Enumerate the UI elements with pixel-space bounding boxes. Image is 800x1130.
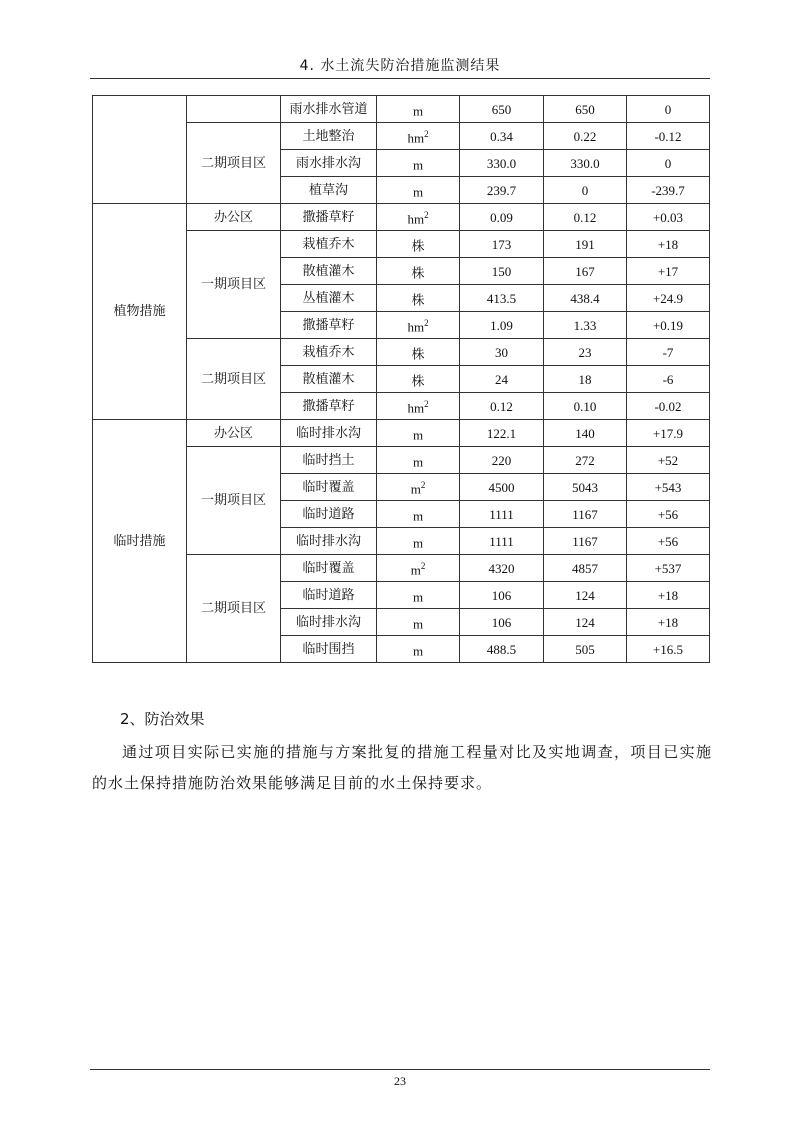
planned-cell: 330.0 <box>460 150 544 177</box>
actual-cell: 650 <box>544 96 627 123</box>
difference-cell: +18 <box>627 582 710 609</box>
footer-divider <box>90 1069 710 1070</box>
measure-cell: 散植灌木 <box>281 258 377 285</box>
area-cell: 一期项目区 <box>187 231 281 339</box>
difference-cell: -0.02 <box>627 393 710 420</box>
unit-text: m <box>410 562 421 578</box>
unit-cell <box>377 528 460 555</box>
unit-cell <box>377 150 460 177</box>
measure-cell: 散植灌木 <box>281 366 377 393</box>
unit-text: m <box>412 643 424 659</box>
measure-cell: 临时排水沟 <box>281 528 377 555</box>
unit-cell <box>377 123 460 150</box>
unit-cell <box>377 339 460 366</box>
table-row <box>93 204 710 231</box>
difference-cell: +52 <box>627 447 710 474</box>
measure-cell: 丛植灌木 <box>281 285 377 312</box>
unit-cell <box>377 258 460 285</box>
unit-cell <box>377 420 460 447</box>
running-header-title: 4. 水土流失防治措施监测结果 <box>299 58 501 74</box>
planned-cell: 1.09 <box>460 312 544 339</box>
planned-cell: 0.34 <box>460 123 544 150</box>
actual-cell: 1.33 <box>544 312 627 339</box>
unit-cell <box>377 555 460 582</box>
unit-text: 株 <box>411 238 425 254</box>
unit-cell <box>377 474 460 501</box>
unit-superscript: 2 <box>420 479 426 490</box>
page-number: 23 <box>394 1074 406 1088</box>
planned-cell: 0.09 <box>460 204 544 231</box>
unit-cell <box>377 96 460 123</box>
actual-cell: 140 <box>544 420 627 447</box>
unit-text: m <box>412 535 424 551</box>
unit-text: m <box>412 616 424 632</box>
table-row <box>93 96 710 123</box>
planned-cell: 4320 <box>460 555 544 582</box>
unit-text: m <box>412 103 424 119</box>
planned-cell: 220 <box>460 447 544 474</box>
area-cell: 办公区 <box>187 420 281 447</box>
category-cell: 植物措施 <box>93 204 187 420</box>
actual-cell: 124 <box>544 582 627 609</box>
measure-cell: 土地整治 <box>281 123 377 150</box>
planned-cell: 488.5 <box>460 636 544 663</box>
actual-cell: 23 <box>544 339 627 366</box>
measure-cell: 临时覆盖 <box>281 474 377 501</box>
planned-cell: 650 <box>460 96 544 123</box>
difference-cell: +0.03 <box>627 204 710 231</box>
actual-cell: 0.10 <box>544 393 627 420</box>
unit-text: hm <box>407 319 425 335</box>
measure-cell: 雨水排水沟 <box>281 150 377 177</box>
unit-superscript: 2 <box>424 317 429 328</box>
difference-cell: 0 <box>627 96 710 123</box>
area-cell: 二期项目区 <box>187 555 281 663</box>
actual-cell: 0 <box>544 177 627 204</box>
unit-text: hm <box>407 400 425 416</box>
unit-cell <box>377 501 460 528</box>
category-cell: 临时措施 <box>93 420 187 663</box>
measure-cell: 临时挡土 <box>281 447 377 474</box>
unit-cell <box>377 393 460 420</box>
planned-cell: 122.1 <box>460 420 544 447</box>
planned-cell: 150 <box>460 258 544 285</box>
header-divider <box>90 78 710 79</box>
measure-cell: 临时覆盖 <box>281 555 377 582</box>
measure-cell: 雨水排水管道 <box>281 96 377 123</box>
actual-cell: 438.4 <box>544 285 627 312</box>
area-cell: 二期项目区 <box>187 339 281 420</box>
unit-text: 株 <box>411 346 425 362</box>
actual-cell: 167 <box>544 258 627 285</box>
actual-cell: 505 <box>544 636 627 663</box>
measure-cell: 临时道路 <box>281 582 377 609</box>
unit-text: 株 <box>411 265 425 281</box>
planned-cell: 30 <box>460 339 544 366</box>
unit-text: m <box>412 454 424 470</box>
measure-cell: 撒播草籽 <box>281 204 377 231</box>
measure-cell: 临时排水沟 <box>281 420 377 447</box>
difference-cell: +56 <box>627 528 710 555</box>
table-row <box>93 420 710 447</box>
planned-cell: 1111 <box>460 501 544 528</box>
measure-cell: 临时围挡 <box>281 636 377 663</box>
actual-cell: 0.22 <box>544 123 627 150</box>
planned-cell: 1111 <box>460 528 544 555</box>
actual-cell: 4857 <box>544 555 627 582</box>
measure-cell: 栽植乔木 <box>281 339 377 366</box>
actual-cell: 272 <box>544 447 627 474</box>
unit-cell <box>377 582 460 609</box>
unit-superscript: 2 <box>424 398 429 409</box>
difference-cell: +18 <box>627 609 710 636</box>
section-heading: 2、防治效果 <box>120 710 205 728</box>
actual-cell: 18 <box>544 366 627 393</box>
difference-cell: +18 <box>627 231 710 258</box>
unit-cell <box>377 636 460 663</box>
area-cell: 办公区 <box>187 204 281 231</box>
measure-cell: 栽植乔木 <box>281 231 377 258</box>
planned-cell: 106 <box>460 582 544 609</box>
measure-cell: 撒播草籽 <box>281 393 377 420</box>
unit-text: m <box>412 508 424 524</box>
unit-text: m <box>412 184 424 200</box>
difference-cell: 0 <box>627 150 710 177</box>
unit-superscript: 2 <box>424 209 429 220</box>
actual-cell: 330.0 <box>544 150 627 177</box>
difference-cell: -6 <box>627 366 710 393</box>
unit-text: m <box>412 589 424 605</box>
unit-cell <box>377 231 460 258</box>
difference-cell: +537 <box>627 555 710 582</box>
actual-cell: 0.12 <box>544 204 627 231</box>
planned-cell: 239.7 <box>460 177 544 204</box>
unit-cell <box>377 285 460 312</box>
measure-cell: 撒播草籽 <box>281 312 377 339</box>
planned-cell: 0.12 <box>460 393 544 420</box>
actual-cell: 124 <box>544 609 627 636</box>
measure-cell: 临时道路 <box>281 501 377 528</box>
unit-cell <box>377 312 460 339</box>
planned-cell: 413.5 <box>460 285 544 312</box>
unit-cell <box>377 177 460 204</box>
unit-text: 株 <box>411 373 425 389</box>
unit-cell <box>377 204 460 231</box>
difference-cell: +17 <box>627 258 710 285</box>
difference-cell: -7 <box>627 339 710 366</box>
difference-cell: +16.5 <box>627 636 710 663</box>
unit-superscript: 2 <box>420 560 426 571</box>
difference-cell: +543 <box>627 474 710 501</box>
difference-cell: +56 <box>627 501 710 528</box>
measure-cell: 植草沟 <box>281 177 377 204</box>
area-cell: 二期项目区 <box>187 123 281 204</box>
actual-cell: 1167 <box>544 501 627 528</box>
actual-cell: 191 <box>544 231 627 258</box>
unit-text: 株 <box>411 292 425 308</box>
section-paragraph: 通过项目实际已实施的措施与方案批复的措施工程量对比及实地调查，项目已实施的水土保持措施防治效果能够满足目前的水土保持要求。 <box>92 743 712 792</box>
category-cell <box>93 96 187 204</box>
measure-cell: 临时排水沟 <box>281 609 377 636</box>
area-cell <box>187 96 281 123</box>
difference-cell: +24.9 <box>627 285 710 312</box>
unit-text: hm <box>407 211 425 227</box>
area-cell: 一期项目区 <box>187 447 281 555</box>
planned-cell: 24 <box>460 366 544 393</box>
planned-cell: 106 <box>460 609 544 636</box>
unit-cell <box>377 447 460 474</box>
difference-cell: -239.7 <box>627 177 710 204</box>
unit-text: m <box>412 427 424 443</box>
unit-cell <box>377 609 460 636</box>
unit-cell <box>377 366 460 393</box>
unit-superscript: 2 <box>424 128 429 139</box>
difference-cell: +0.19 <box>627 312 710 339</box>
planned-cell: 173 <box>460 231 544 258</box>
actual-cell: 1167 <box>544 528 627 555</box>
unit-text: hm <box>407 130 425 146</box>
measures-comparison-table <box>92 95 710 663</box>
unit-text: m <box>412 157 424 173</box>
difference-cell: +17.9 <box>627 420 710 447</box>
difference-cell: -0.12 <box>627 123 710 150</box>
planned-cell: 4500 <box>460 474 544 501</box>
actual-cell: 5043 <box>544 474 627 501</box>
unit-text: m <box>410 481 421 497</box>
